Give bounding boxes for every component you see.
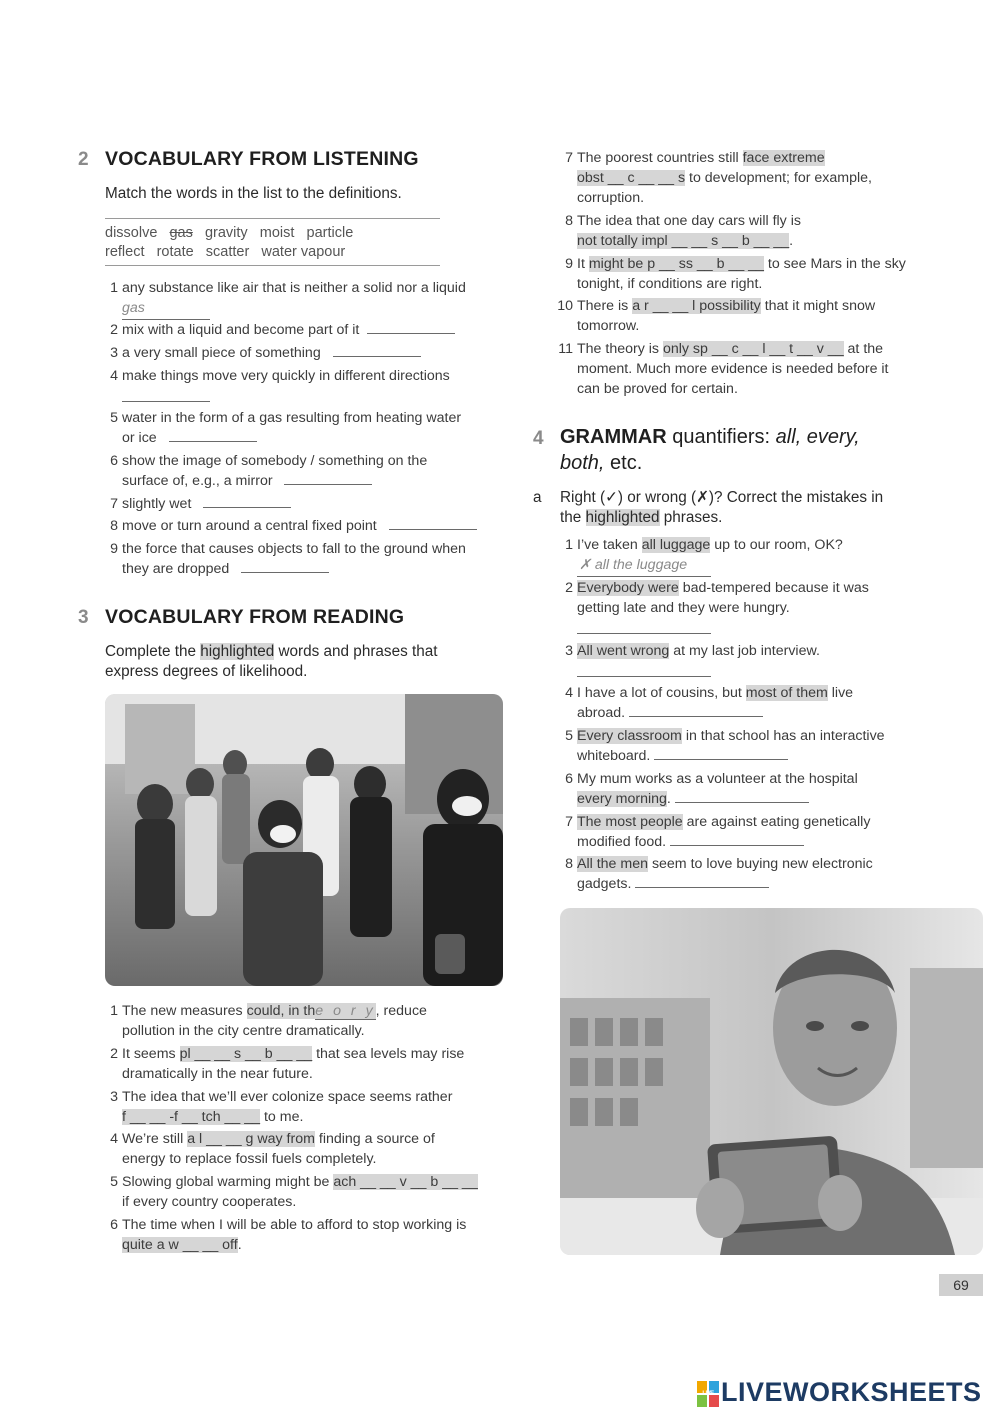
section-4-instruction: Right (✓) or wrong (✗)? Correct the mistakes in — [560, 489, 884, 506]
answer-field[interactable] — [577, 620, 711, 634]
answer-field[interactable] — [635, 874, 769, 888]
crowd-photo — [105, 694, 503, 986]
answer-field[interactable]: only sp __ c __ l __ t __ v __ — [662, 341, 844, 357]
wordbox-top-rule — [105, 218, 440, 219]
answer-field[interactable]: f __ __ -f __ tch __ __ — [122, 1109, 261, 1125]
answer-field[interactable]: e o r y — [315, 1003, 376, 1019]
section-4-sub-label: a — [533, 489, 542, 506]
answer-field[interactable] — [333, 343, 421, 357]
answer-field[interactable] — [122, 388, 210, 402]
word-list-row-1 — [105, 224, 353, 243]
answer-field[interactable] — [629, 703, 763, 717]
section-2-title: VOCABULARY FROM LISTENING — [105, 148, 419, 170]
word: scatter — [205, 244, 250, 260]
answer-field[interactable]: ach __ __ v __ b __ __ — [333, 1174, 478, 1190]
liveworksheets-logo-icon — [697, 1381, 719, 1407]
section-4-number: 4 — [533, 428, 544, 449]
answer-field[interactable]: not totally impl __ __ s __ b __ __ — [577, 233, 790, 249]
word: moist — [259, 225, 295, 241]
answer-field[interactable]: gas — [122, 298, 210, 320]
section-2-instruction: Match the words in the list to the definitions. — [105, 185, 402, 202]
answer-field[interactable] — [367, 320, 455, 334]
answer-field[interactable] — [169, 428, 257, 442]
section-3-instruction-line2: express degrees of likelihood. — [105, 663, 308, 680]
answer-field[interactable]: a l __ __ g way from — [187, 1131, 315, 1147]
answer-field[interactable]: obst __ c __ __ s — [577, 170, 686, 186]
answer-field[interactable] — [389, 516, 477, 530]
answer-field[interactable] — [241, 559, 329, 573]
page-number: 69 — [939, 1274, 983, 1296]
tablet-man-photo — [560, 908, 983, 1255]
section-3-instruction: Complete the highlighted words and phrases that — [105, 643, 438, 660]
word-list — [105, 224, 353, 262]
word: reflect — [105, 244, 145, 260]
section-4-instruction-line2: the highlighted phrases. — [560, 509, 723, 526]
section-4-title-line2: both, etc. — [560, 452, 643, 474]
word-struck: gas — [169, 225, 193, 241]
crowd-photo-image — [105, 694, 503, 986]
answer-field[interactable] — [654, 746, 788, 760]
word: water vapour — [261, 244, 346, 260]
answer-field[interactable]: a r __ __ l possibility — [632, 298, 761, 314]
word: rotate — [156, 244, 194, 260]
answer-field[interactable] — [577, 663, 711, 677]
answer-field[interactable]: ✗ all the luggage — [577, 555, 711, 577]
word: dissolve — [105, 225, 158, 241]
section-3-title: VOCABULARY FROM READING — [105, 606, 405, 628]
answer-field[interactable] — [284, 471, 372, 485]
answer-field[interactable] — [203, 494, 291, 508]
word-list-row-2 — [105, 243, 353, 262]
word: gravity — [204, 225, 248, 241]
answer-field[interactable]: pl __ __ s __ b __ __ — [179, 1046, 313, 1062]
section-4-title: GRAMMAR quantifiers: all, every, — [560, 426, 860, 448]
liveworksheets-brand[interactable]: LIVEWORKSHEETS — [721, 1377, 982, 1407]
answer-field[interactable] — [675, 789, 809, 803]
section-2-number: 2 — [78, 149, 89, 170]
wordbox-bottom-rule — [105, 265, 440, 266]
answer-field[interactable] — [670, 832, 804, 846]
answer-field[interactable]: might be p __ ss __ b __ __ — [588, 256, 764, 272]
logo-letters: LIVE — [702, 1391, 714, 1397]
section-3-number: 3 — [78, 607, 89, 628]
tablet-man-photo-image — [560, 908, 983, 1255]
answer-field[interactable]: quite a w __ __ off — [122, 1237, 238, 1253]
word: particle — [306, 225, 354, 241]
